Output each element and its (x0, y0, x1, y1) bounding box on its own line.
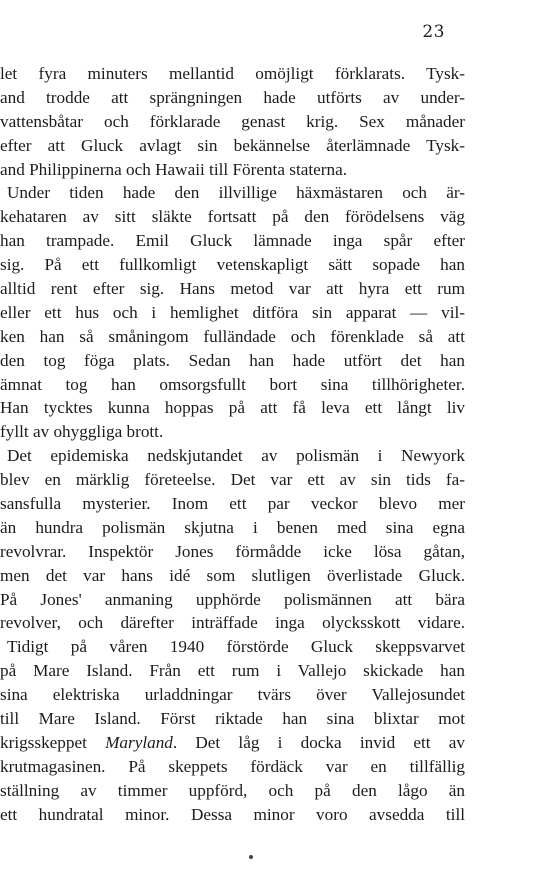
text-line: revolver, och därefter inträffade inga olycksskott vidare. (0, 613, 465, 633)
text-line (0, 731, 465, 755)
text-line: and trodde att sprängningen hade utförts av under- (0, 87, 465, 107)
text-line: till Mare Island. Först riktade han sina blixtar mot (0, 709, 465, 729)
text-line: På Jones' anmaning upphörde polismännen att bära (0, 589, 465, 609)
text-line: krutmagasinen. På skeppets fördäck var en tillfällig (0, 756, 465, 776)
text-line: ställning av timmer uppförd, och på den lågo än (0, 780, 465, 800)
text-line: eller ett hus och i hemlighet ditföra sin apparat — vil- (0, 302, 465, 322)
text-line: Han tycktes kunna hoppas på att få leva ett långt liv (0, 398, 465, 418)
text-line: Det epidemiska nedskjutandet av polismän i Newyork (7, 446, 465, 466)
text-line: fyllt av ohyggliga brott. (0, 422, 164, 442)
text-line: än hundra polismän skjutna i benen med sina egna (0, 517, 465, 537)
text-line: på Mare Island. Från ett rum i Vallejo skickade han (0, 661, 465, 681)
text-line: ett hundratal minor. Dessa minor voro avsedda till (0, 804, 465, 824)
text-line: let fyra minuters mellantid omöjligt förklarats. Tysk- (0, 64, 465, 83)
text-line: revolvrar. Inspektör Jones förmådde icke lösa gåtan, (0, 541, 465, 561)
text-line: efter att Gluck avlagt sin bekännelse återlämnade Tysk- (0, 135, 465, 155)
body-text (0, 62, 465, 827)
text-line: blev en märklig företeelse. Det var ett av sin tids fa- (0, 470, 465, 490)
text-line: han trampade. Emil Gluck lämnade inga spår efter (0, 231, 465, 251)
text-line: and Philippinerna och Hawaii till Förenta staterna. (0, 159, 347, 179)
text-line: sig. På ett fullkomligt vetenskapligt sätt sopade han (0, 255, 465, 275)
text-line: Under tiden hade den illvillige häxmästaren och är- (7, 183, 465, 203)
text-line: men det var hans idé som slutligen överlistade Gluck. (0, 565, 465, 585)
text-line: vattensbåtar och förklarade genast krig. Sex månader (0, 111, 465, 131)
text-line: ken han så småningom fulländade och förenklade så att (0, 326, 465, 346)
text-line: Tidigt på våren 1940 förstörde Gluck skeppsvarvet (7, 637, 465, 657)
text-line: ämnat tog han omsorgsfullt bort sina tillhörigheter. (0, 374, 465, 394)
text-line: den tog föga plats. Sedan han hade utfört det han (0, 350, 465, 370)
text-line: sina elektriska urladdningar tvärs över Vallejosundet (0, 685, 465, 705)
text-line: alltid rent efter sig. Hans metod var att hyra ett rum (0, 279, 465, 299)
ship-name: Maryland (105, 732, 173, 752)
page-mark (249, 855, 253, 859)
page-number: 23 (422, 22, 445, 42)
text-line-start: krigsskeppet (0, 732, 106, 752)
text-line-end: . Det låg i docka invid ett av (172, 732, 465, 752)
text-line: sansfulla mysterier. Inom ett par veckor blevo mer (0, 494, 465, 514)
text-line: kehataren av sitt släkte fortsatt på den förödelsens väg (0, 207, 465, 227)
